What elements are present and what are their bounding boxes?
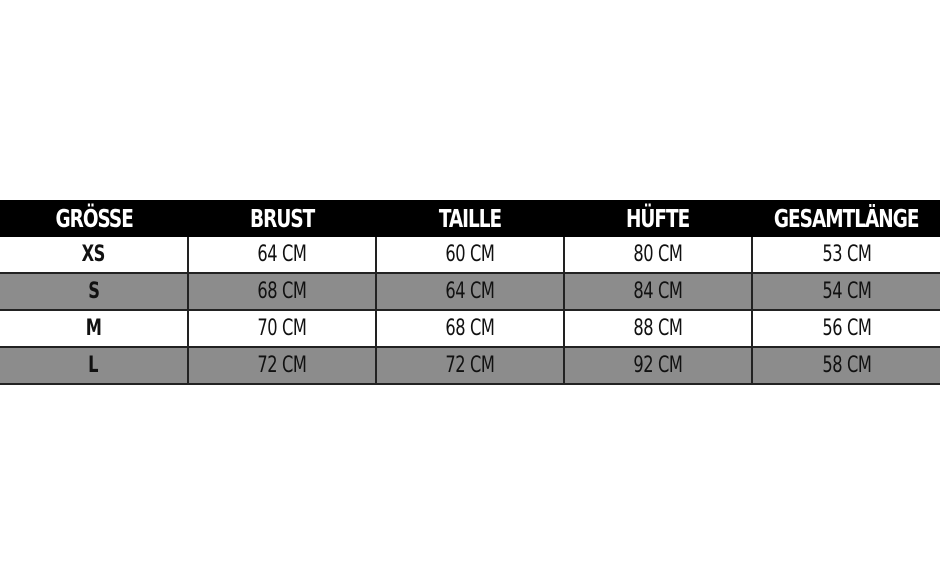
- hip-value: 88 CM: [633, 316, 683, 341]
- total-length-cell: [752, 310, 940, 347]
- chest-cell: [188, 273, 376, 310]
- hip-cell: [564, 310, 752, 347]
- header-waist-label: TAILLE: [438, 204, 502, 233]
- size-cell: [0, 347, 188, 384]
- waist-cell: [376, 273, 564, 310]
- table-row: [0, 347, 940, 384]
- waist-value: 60 CM: [445, 242, 495, 267]
- header-total-length: [752, 200, 940, 237]
- total-length-value: 56 CM: [821, 316, 872, 341]
- chest-cell: [188, 310, 376, 347]
- waist-value: 64 CM: [445, 279, 495, 304]
- total-length-value: 58 CM: [821, 353, 872, 378]
- waist-cell: [376, 237, 564, 273]
- waist-cell: [376, 310, 564, 347]
- hip-value: 92 CM: [633, 353, 683, 378]
- chest-cell: [188, 237, 376, 273]
- table-row: [0, 237, 940, 273]
- size-cell: [0, 273, 188, 310]
- chest-value: 64 CM: [257, 242, 307, 267]
- header-total-length-label: GESAMTLÄNGE: [773, 204, 919, 233]
- chest-value: 72 CM: [257, 353, 307, 378]
- size-chart-table: [0, 200, 940, 385]
- total-length-value: 53 CM: [821, 242, 872, 267]
- waist-value: 68 CM: [445, 316, 495, 341]
- table-row: [0, 310, 940, 347]
- chest-cell: [188, 347, 376, 384]
- hip-cell: [564, 273, 752, 310]
- total-length-cell: [752, 347, 940, 384]
- total-length-value: 54 CM: [821, 279, 872, 304]
- size-cell: [0, 310, 188, 347]
- header-row: [0, 200, 940, 237]
- size-value: S: [87, 279, 100, 304]
- header-chest: [188, 200, 376, 237]
- waist-value: 72 CM: [445, 353, 495, 378]
- hip-cell: [564, 237, 752, 273]
- header-hip: [564, 200, 752, 237]
- header-hip-label: HÜFTE: [626, 204, 690, 233]
- size-value: M: [85, 316, 102, 341]
- size-value: XS: [81, 242, 106, 267]
- size-cell: [0, 237, 188, 273]
- total-length-cell: [752, 273, 940, 310]
- waist-cell: [376, 347, 564, 384]
- chest-value: 70 CM: [257, 316, 307, 341]
- total-length-cell: [752, 237, 940, 273]
- hip-value: 80 CM: [633, 242, 683, 267]
- header-chest-label: BRUST: [249, 204, 315, 233]
- hip-value: 84 CM: [633, 279, 683, 304]
- chest-value: 68 CM: [257, 279, 307, 304]
- header-waist: [376, 200, 564, 237]
- header-size: [0, 200, 188, 237]
- size-value: L: [88, 353, 99, 378]
- header-size-label: GRÖSSE: [55, 204, 133, 233]
- hip-cell: [564, 347, 752, 384]
- table-row: [0, 273, 940, 310]
